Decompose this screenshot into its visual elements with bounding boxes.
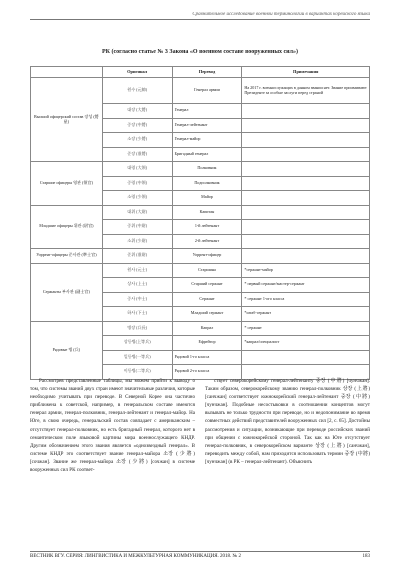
- note-cell: *штаб-сержант: [242, 307, 370, 322]
- translation-cell: Генерал армии: [172, 78, 242, 104]
- translation-cell: Уоррент-офицер: [172, 249, 242, 264]
- table-row: [31, 249, 370, 264]
- original-cell: 중령 (中領): [102, 176, 172, 191]
- note-cell: [242, 191, 370, 206]
- body-column-left: [30, 377, 195, 474]
- note-cell: * сержант: [242, 321, 370, 336]
- header-translation: Перевод: [172, 67, 242, 78]
- translation-cell: Капрал: [172, 321, 242, 336]
- note-cell: [242, 133, 370, 148]
- category-cell: Младшие офицеры 위관 (尉官): [31, 205, 103, 249]
- translation-cell: Старший сержант: [172, 278, 242, 293]
- original-cell: 이등병(二等兵): [102, 365, 172, 380]
- translation-cell: Подполковник: [172, 176, 242, 191]
- note-cell: *капрал/специалист: [242, 336, 370, 351]
- table-row: [31, 205, 370, 220]
- note-cell: *сержант-майор: [242, 263, 370, 278]
- note-cell: На 2017 г. военнослужащих в данном звании нет. Звание присваивают Президенте за особые заслуги перед страной: [242, 78, 370, 104]
- translation-cell: Майор: [172, 191, 242, 206]
- note-cell: [242, 176, 370, 191]
- note-cell: [242, 205, 370, 220]
- original-cell: 중장 (中將): [102, 118, 172, 133]
- original-cell: 소령 (少領): [102, 191, 172, 206]
- translation-cell: Капитан: [172, 205, 242, 220]
- note-cell: [242, 118, 370, 133]
- translation-cell: Генерал-майор: [172, 133, 242, 148]
- translation-cell: Сержант: [172, 292, 242, 307]
- header-original: Оригинал: [102, 67, 172, 78]
- category-cell: Уоррент-офицеры 준사관 (準士官): [31, 249, 103, 264]
- body-text: [30, 377, 370, 474]
- translation-cell: Ефрейтор: [172, 336, 242, 351]
- translation-cell: Рядовой 2-го класса: [172, 365, 242, 380]
- body-paragraph: ствует северокорейскому генерал-лейтенанту 중장 (中將) [чунчжан]. Таким образом, северокорейскому званию генерал-полковник 상장 (上將) [санчжан] соответствует южнокорейский генерал-лейтенант 중장 (中將) [чунчжан]. Подобные несостыковки в соотношении концептов могут вызывать не только трудности при переводе, но и недопонимание во время совместных действий представителей вооруженных сил [2, с. 65]. Достойны рассмотрения и ситуации, возникающие при переводе российских званий при общении с южнокорейской стороной. Так как на Юге отсутствует генерал-полковник, в северокорейском варианте 상장 (上將) [санчжан], переводить между собой, нам приходится использовать термин 중장 (中將) [чунчжан] (в РК – генерал-лейтенант). Объяснить: [205, 378, 370, 465]
- original-cell: 소위 (少尉): [102, 234, 172, 249]
- category-cell: Старшие офицеры 영관 (領官): [31, 162, 103, 206]
- translation-cell: Младший сержант: [172, 307, 242, 322]
- original-cell: 일등병(一等兵): [102, 350, 172, 365]
- note-cell: [242, 350, 370, 365]
- body-column-right: [205, 377, 370, 474]
- translation-cell: Старшина: [172, 263, 242, 278]
- note-cell: [242, 147, 370, 162]
- header-category: [31, 67, 103, 78]
- note-cell: * сержант 1-ого класса: [242, 292, 370, 307]
- note-cell: [242, 162, 370, 177]
- original-cell: 준장 (准將): [102, 147, 172, 162]
- note-cell: [242, 234, 370, 249]
- original-cell: 원사 (元士): [102, 263, 172, 278]
- original-cell: 원수 (元帥): [102, 78, 172, 104]
- original-cell: 병장 (兵長): [102, 321, 172, 336]
- original-cell: 대장 (大將): [102, 104, 172, 119]
- translation-cell: Бригадный генерал: [172, 147, 242, 162]
- original-cell: 중사 (中士): [102, 292, 172, 307]
- page-footer: [30, 551, 370, 559]
- translation-cell: Генерал: [172, 104, 242, 119]
- original-cell: 상등병(上等兵): [102, 336, 172, 351]
- original-cell: 대위 (大尉): [102, 205, 172, 220]
- category-cell: Сержанты 부사관 (副士官): [31, 263, 103, 321]
- table-row: [31, 263, 370, 278]
- page-number: 183: [362, 554, 370, 559]
- note-cell: [242, 249, 370, 264]
- table-row: [31, 321, 370, 336]
- original-cell: 하사 (下士): [102, 307, 172, 322]
- table-header-row: [31, 67, 370, 78]
- header-notes: Примечания: [242, 67, 370, 78]
- table-caption: РК (согласно статье № 3 Закона «О военном составе вооруженных сил»): [102, 49, 298, 55]
- translation-cell: 2-й лейтенант: [172, 234, 242, 249]
- original-cell: 중위 (中尉): [102, 220, 172, 235]
- translation-cell: 1-й лейтенант: [172, 220, 242, 235]
- table-row: [31, 162, 370, 177]
- note-cell: * первый сержант/мастер-сержант: [242, 278, 370, 293]
- table-row: [31, 78, 370, 104]
- note-cell: [242, 220, 370, 235]
- original-cell: 준위 (准尉): [102, 249, 172, 264]
- note-cell: [242, 104, 370, 119]
- original-cell: 소장 (少將): [102, 133, 172, 148]
- ranks-table: [30, 66, 370, 380]
- translation-cell: Полковник: [172, 162, 242, 177]
- category-cell: Высший офицерский состав 장성 (將星): [31, 78, 103, 162]
- running-head: Сравнительное исследование военной терминологии в вариантах корейского языка: [30, 12, 370, 20]
- journal-title: ВЕСТНИК ВГУ. СЕРИЯ: ЛИНГВИСТИКА И МЕЖКУЛЬТУРНАЯ КОММУНИКАЦИЯ. 2018. № 2: [30, 554, 242, 559]
- body-paragraph: Рассмотрев представленные таблицы, мы можем прийти к выводу о том, что системы званий двух стран имеют значительные различия, которые необходимо учитывать при переводе. В Северной Корее она частично приближена к советской, например, в генеральском составе имеются генерал армии, генерал-полковник, генерал-лейтенант и генерал-майор. На Юге, в свою очередь, генеральский состав совпадает с американским – отсутствует генерал-полковник, но есть бригадный генерал, которого нет в семантическом поле языковой картины мира военнослужащего КНДР. Другим обозначением этого звания является «однозвездный генерал». В системе КНДР это соответствует звание генерал-майора 소장 (少將) [сочжан]. Звание же генерал-майора 소장 (少將) [сочжан] в системе вооруженных сил РК соответ-: [30, 378, 195, 474]
- original-cell: 상사 (上士): [102, 278, 172, 293]
- translation-cell: Генерал-лейтенант: [172, 118, 242, 133]
- original-cell: 대령 (大領): [102, 162, 172, 177]
- translation-cell: Рядовой 1-го класса: [172, 350, 242, 365]
- category-cell: Рядовые 병 (兵): [31, 321, 103, 379]
